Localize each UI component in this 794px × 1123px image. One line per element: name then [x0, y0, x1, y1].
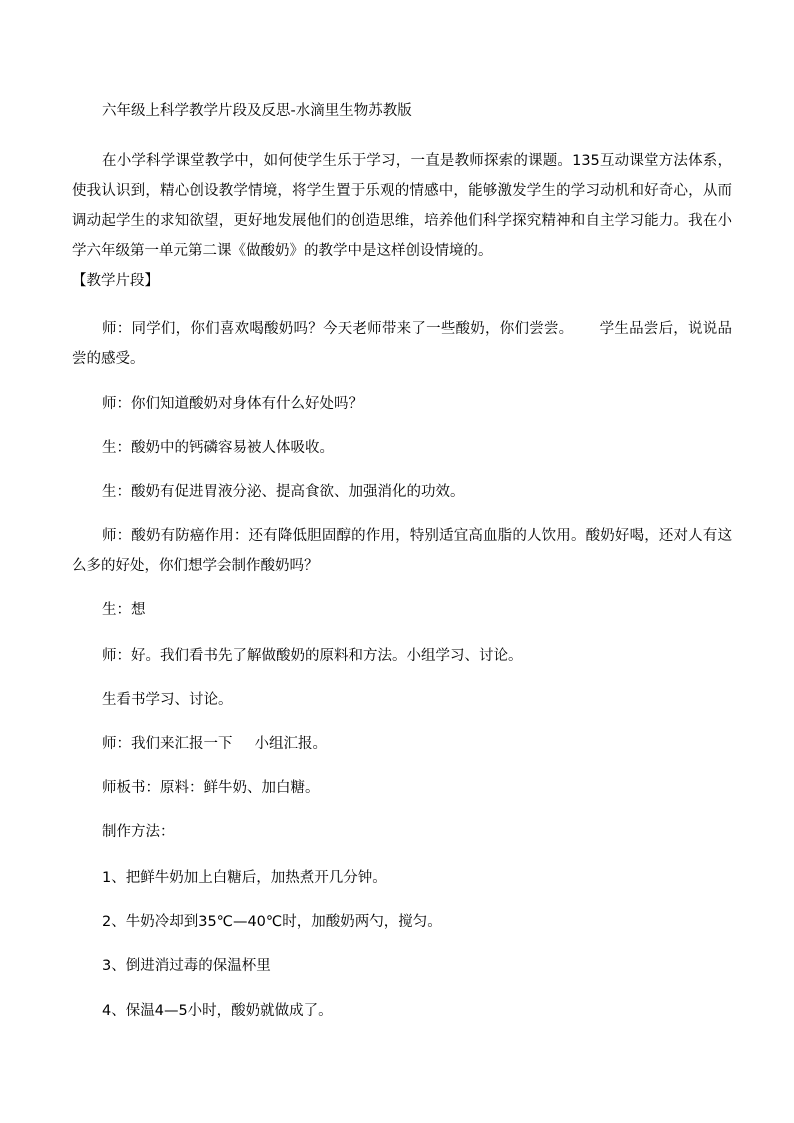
paragraph-teacher-question: 师：你们知道酸奶对身体有什么好处吗？ — [102, 396, 363, 412]
paragraph-student-reply: 生：想 — [102, 602, 146, 618]
paragraph-student-answer-2: 生：酸奶有促进胃液分泌、提高食欲、加强消化的功效。 — [102, 484, 465, 500]
paragraph-text: 师：同学们，你们喜欢喝酸奶吗？今天老师带来了一些酸奶，你们尝尝。 — [102, 321, 574, 337]
paragraph-text: 学生品尝后，说说品尝的感受。 — [72, 321, 733, 367]
list-item-step-4: 4、保温4—5小时，酸奶就做成了。 — [102, 1003, 333, 1019]
paragraph-teacher-instruction: 师：好。我们看书先了解做酸奶的原料和方法。小组学习、讨论。 — [102, 648, 523, 664]
paragraph-board-ingredients: 师板书：原料：鲜牛奶、加白糖。 — [102, 780, 320, 796]
paragraph-student-study: 生看书学习、讨论。 — [102, 692, 233, 708]
paragraph-student-answer-1: 生：酸奶中的钙磷容易被人体吸收。 — [102, 440, 334, 456]
paragraph-teacher-report — [72, 729, 732, 759]
paragraph-teacher-intro — [72, 314, 732, 374]
paragraph-text: 师：我们来汇报一下 — [102, 736, 233, 752]
intro-paragraph: 在小学科学课堂教学中，如何使学生乐于学习，一直是教师探索的课题。135互动课堂方法体系，使我认识到，精心创设教学情境，将学生置于乐观的情感中，能够激发学生的学习动机和好奇心，从而调动起学生的求知欲望，更好地发展他们的创造思维，培养他们科学探究精神和自主学习能力。我在小学六年级第一单元第二课《做酸奶》的教学中是这样创设情境的。 — [72, 153, 732, 259]
list-item-step-2: 2、牛奶冷却到35℃—40℃时，加酸奶两勺，搅匀。 — [102, 914, 442, 930]
list-item-step-3: 3、倒进消过毒的保温杯里 — [102, 958, 271, 974]
paragraph-text: 小组汇报。 — [254, 736, 327, 752]
document-title: 六年级上科学教学片段及反思-水滴里生物苏教版 — [102, 103, 412, 119]
paragraph-method-heading: 制作方法： — [102, 824, 175, 840]
paragraph-teacher-explain: 师：酸奶有防癌作用：还有降低胆固醇的作用，特别适宜高血脂的人饮用。酸奶好喝，还对人有这么多的好处，你们想学会制作酸奶吗？ — [72, 528, 732, 574]
section-heading: 【教学片段】 — [72, 273, 159, 289]
list-item-step-1: 1、把鲜牛奶加上白糖后，加热煮开几分钟。 — [102, 870, 387, 886]
